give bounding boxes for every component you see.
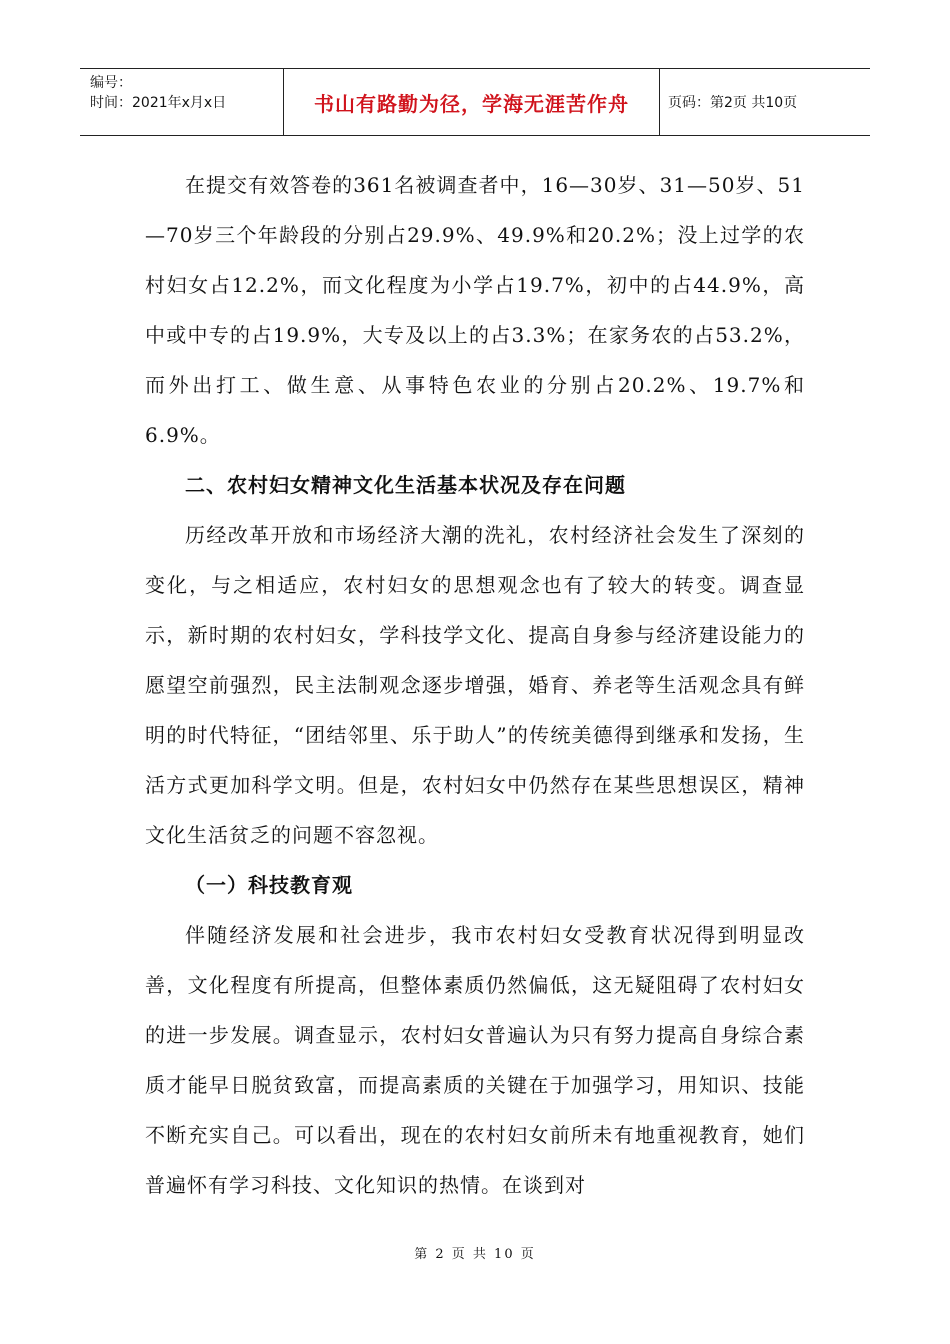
page-footer: 第 2 页 共 10 页 — [414, 1247, 536, 1262]
page-header — [80, 68, 870, 136]
subsection-heading-1: （一）科技教育观 — [185, 873, 353, 897]
header-motto: 书山有路勤为径，学海无涯苦作舟 — [284, 69, 660, 135]
document-date: 时间：2021年x月x日 — [90, 95, 227, 111]
section-heading-2: 二、农村妇女精神文化生活基本状况及存在问题 — [185, 473, 626, 497]
paragraph-status-overview: 历经改革开放和市场经济大潮的洗礼，农村经济社会发生了深刻的变化，与之相适应，农村妇女的思想观念也有了较大的转变。调查显示，新时期的农村妇女，学科技学文化、提高自身参与经济建设能力的愿望空前强烈，民主法制观念逐步增强，婚育、养老等生活观念具有鲜明的时代特征，“团结邻里、乐于助人”的传统美德得到继承和发扬，生活方式更加科学文明。但是，农村妇女中仍然存在某些思想误区，精神文化生活贫乏的问题不容忽视。 — [145, 523, 805, 847]
header-page-info: 页码：第2页 共10页 — [668, 95, 798, 111]
document-number-label: 编号： — [90, 75, 132, 91]
paragraph-survey-demographics: 在提交有效答卷的361名被调查者中，16—30岁、31—50岁、51—70岁三个年龄段的分别占29.9%、49.9%和20.2%；没上过学的农村妇女占12.2%，而文化程度为小学占19.7%，初中的占44.9%，高中或中专的占19.9%，大专及以上的占3.3%；在家务农的占53.2%，而外出打工、做生意、从事特色农业的分别占20.2%、19.7%和6.9%。 — [145, 173, 805, 447]
document-body — [145, 160, 805, 1210]
header-meta — [80, 69, 284, 135]
paragraph-education-view: 伴随经济发展和社会进步，我市农村妇女受教育状况得到明显改善，文化程度有所提高，但整体素质仍然偏低，这无疑阻碍了农村妇女的进一步发展。调查显示，农村妇女普遍认为只有努力提高自身综合素质才能早日脱贫致富，而提高素质的关键在于加强学习，用知识、技能不断充实自己。可以看出，现在的农村妇女前所未有地重视教育，她们普遍怀有学习科技、文化知识的热情。在谈到对 — [145, 923, 805, 1197]
